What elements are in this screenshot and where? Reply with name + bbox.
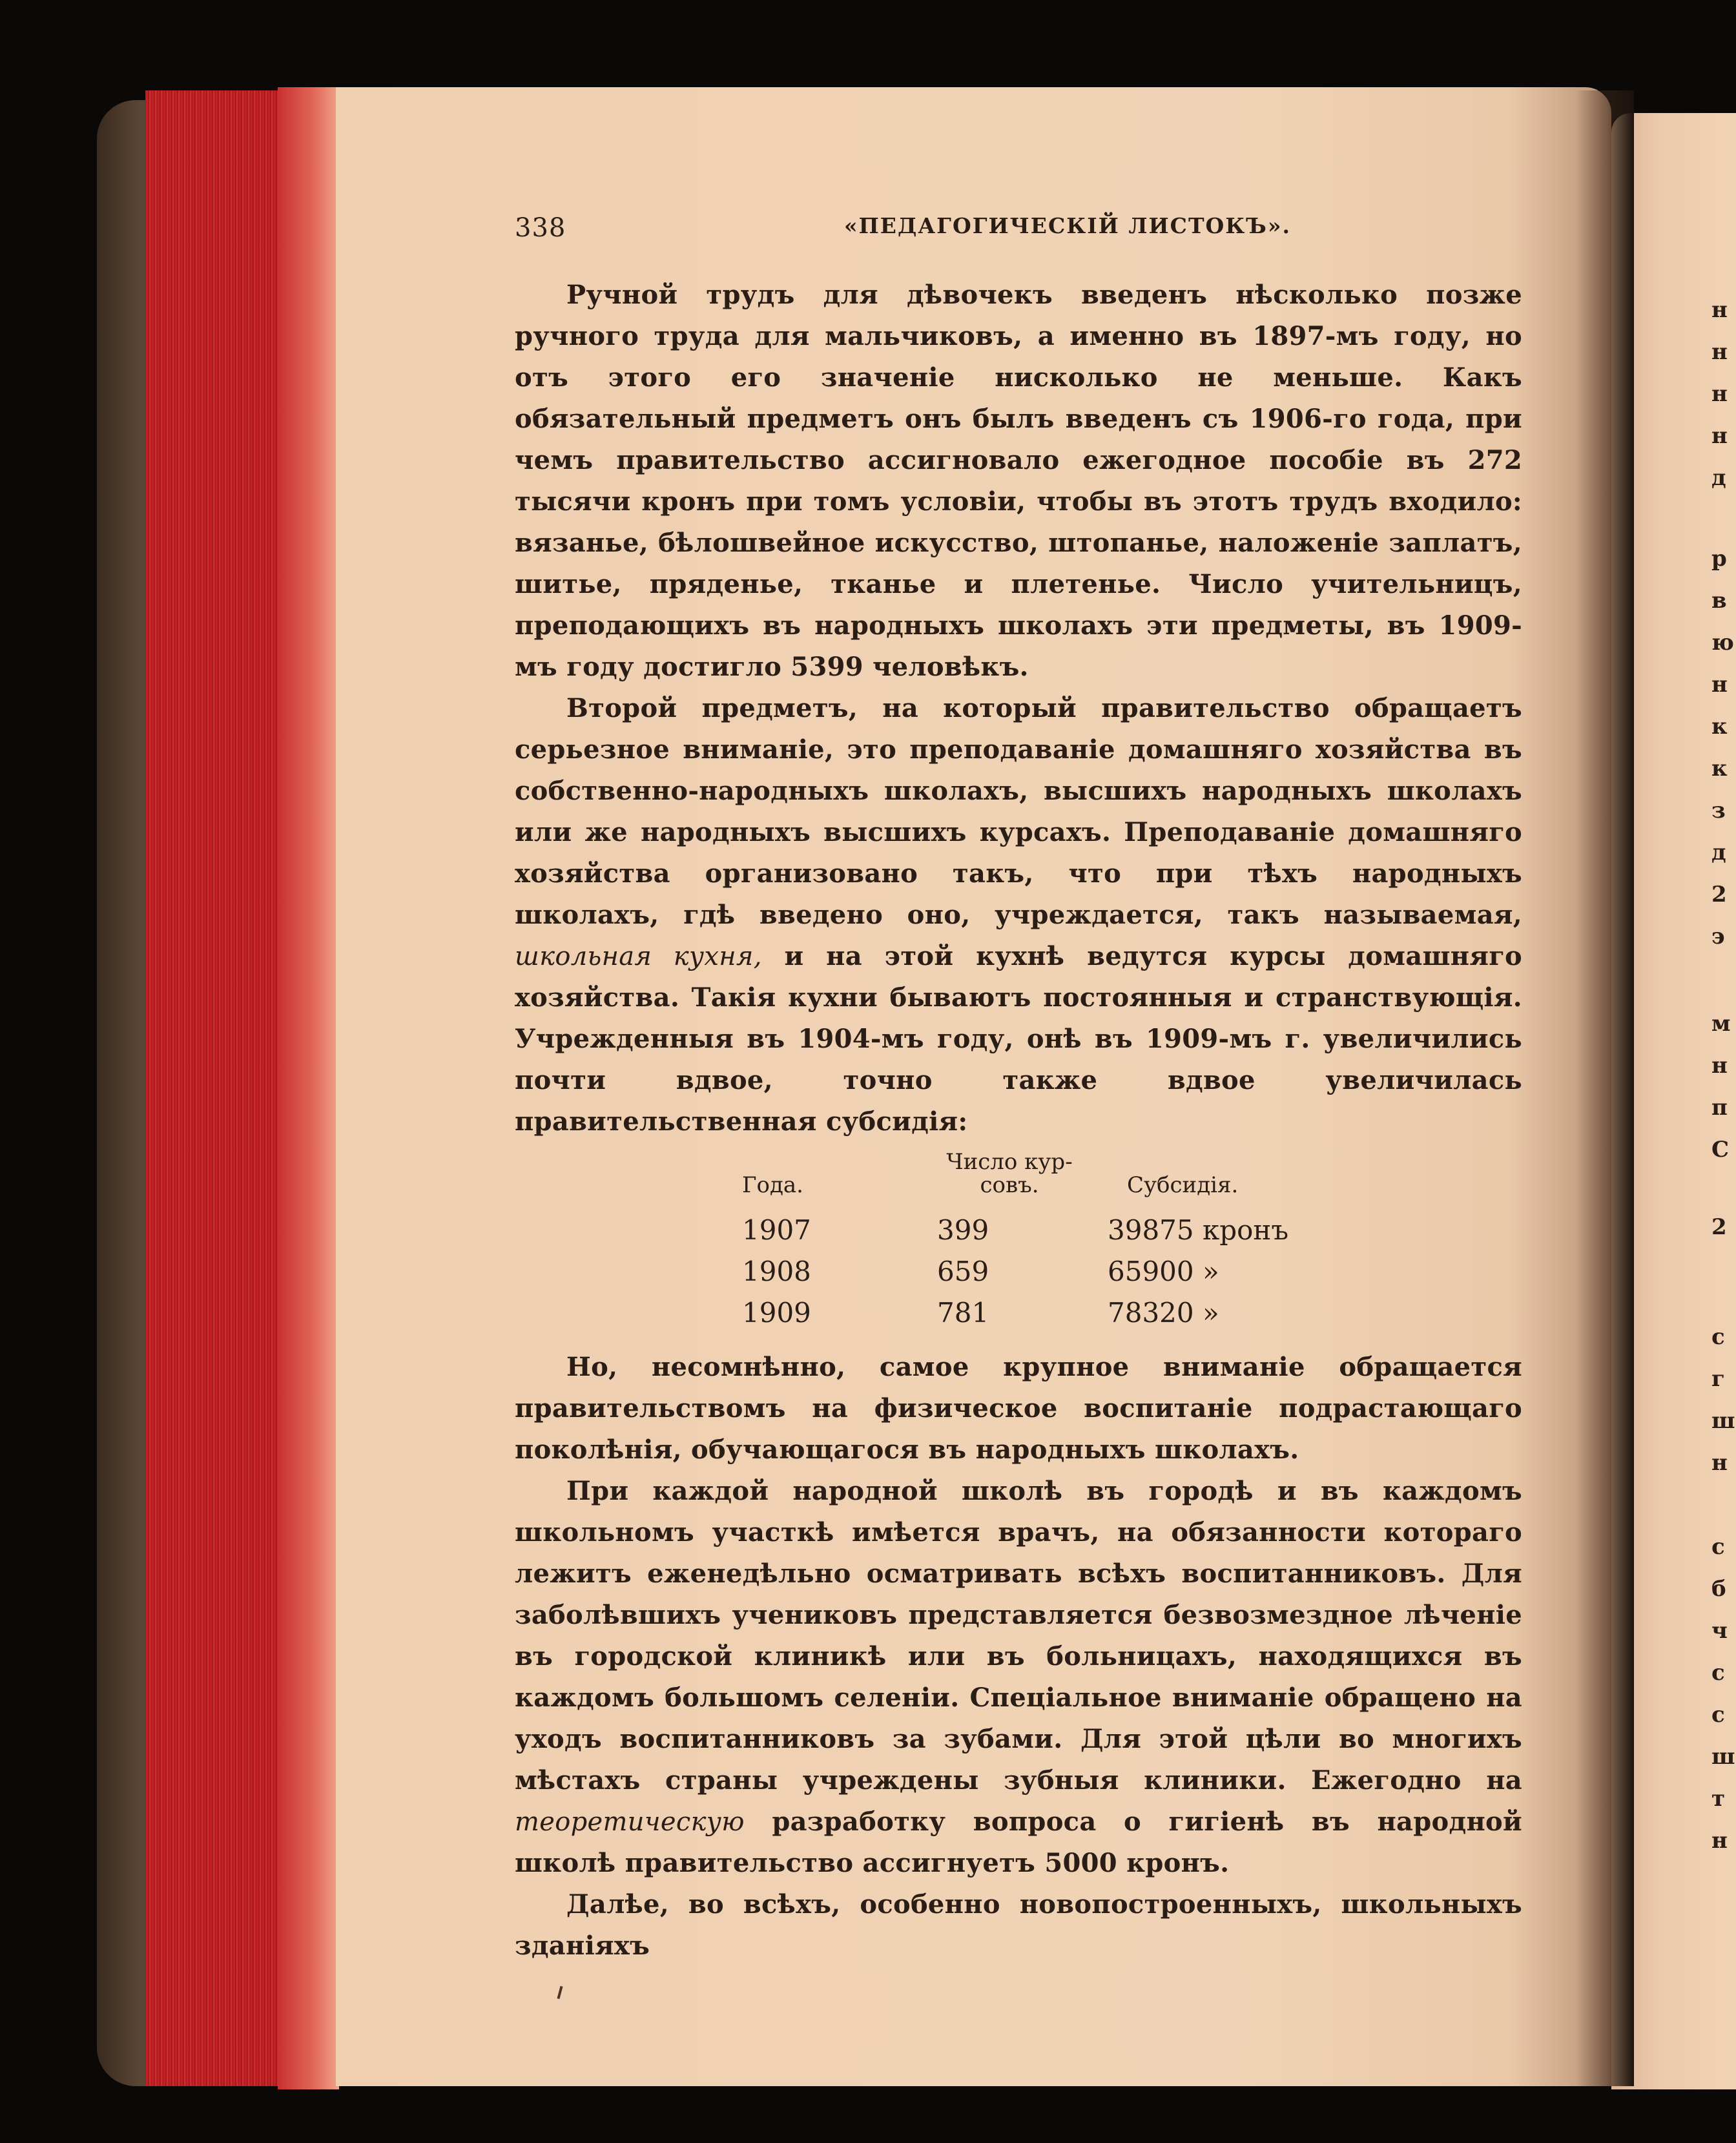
- right-page-fragment: н: [1711, 423, 1728, 449]
- paragraph-manual-labor: Ручной трудъ для дѣвочекъ введенъ нѣсколько позже ручного труда для мальчиковъ, а именно въ 1897-мъ году, но отъ этого его значенiе нисколько не меньше. Какъ обязательный предметъ онъ былъ введенъ съ 1906-го года, при чемъ правительство ассигновало ежегодное пособiе въ 272 тысячи кронъ при томъ условiи, чтобы въ этотъ трудъ входило: вязанье, бѣлошвейное искусство, штопанье, наложенiе заплатъ, шитье, пряденье, тканье и плетенье. Число учительницъ, преподающихъ въ народныхъ школахъ эти предметы, въ 1909-мъ году достигло 5399 человѣкъ.: [515, 280, 1522, 682]
- italic-word: теоретическую: [515, 1807, 745, 1837]
- right-page-fragment: м: [1711, 1011, 1731, 1037]
- paragraph-school-buildings: Далѣе, во всѣхъ, особенно новопостроенныхъ, школьныхъ зданiяхъ: [515, 1889, 1522, 1961]
- right-page-fragment: н: [1711, 339, 1728, 365]
- right-page-fragment: э: [1711, 924, 1725, 949]
- right-page-fragment: н: [1711, 672, 1728, 698]
- right-page-fragment: в: [1711, 588, 1727, 614]
- right-page-fragment: к: [1711, 714, 1728, 740]
- table-header-row: [742, 1150, 1340, 1210]
- right-page-fragment: с: [1711, 1324, 1725, 1350]
- right-page-fragment: ю: [1711, 630, 1734, 656]
- cell-subsidy: 65900 »: [1108, 1256, 1219, 1287]
- paragraph-text: При каждой народной школѣ въ городѣ и въ каждомъ школьномъ участкѣ имѣется врачъ, на обязанности котораго лежитъ еженедѣльно осматривать всѣхъ воспитанниковъ. Для заболѣвшихъ учениковъ представляется безвозмездное лѣченiе въ городской клиникѣ или въ больницахъ, находящихся въ каждомъ большомъ селенiи. Спецiальное вниманiе обращено на уходъ воспитанниковъ за зубами. Для этой цѣли во многихъ мѣстахъ страны учреждены зубныя клиники. Ежегодно на: [515, 1476, 1522, 1796]
- right-page-fragment: т: [1711, 1786, 1726, 1812]
- paragraph-text: Второй предметъ, на который правительство обращаетъ серьезное вниманiе, это преподаванiе домашняго хозяйства въ собственно-народныхъ школахъ, высшихъ народныхъ школахъ или же народныхъ высшихъ курсахъ. Преподаванiе домашняго хозяйства организовано такъ, что при тѣхъ народныхъ школахъ, гдѣ введено оно, учреждается, такъ называемая,: [515, 693, 1522, 930]
- paragraph-physical-education: Но, несомнѣнно, самое крупное вниманiе обращается правительствомъ на физическое воспитанiе подрастающаго поколѣнiя, обучающагося въ народныхъ школахъ.: [515, 1352, 1522, 1465]
- page-header: [515, 213, 1522, 252]
- right-page-fragment: г: [1711, 1366, 1725, 1392]
- right-page-fragment: н: [1711, 1828, 1728, 1854]
- right-page-fragment: 2: [1711, 882, 1727, 907]
- paragraph-home-economics: [515, 688, 1522, 1143]
- column-header-courses: [911, 1150, 1108, 1210]
- right-page-fragment: ш: [1711, 1744, 1735, 1770]
- subsidy-table: [742, 1150, 1340, 1334]
- right-page-fragment: д: [1711, 840, 1726, 865]
- page-edges-highlight: [278, 87, 339, 2089]
- right-page-fragment: н: [1711, 381, 1728, 407]
- paragraph-text: разработку вопроса о гигiенѣ въ народной школѣ правительство ассигнуетъ 5000 кронъ.: [515, 1807, 1522, 1878]
- right-page-fragment: д: [1711, 465, 1726, 491]
- right-page-fragment: б: [1711, 1576, 1726, 1602]
- running-title: «ПЕДАГОГИЧЕСКIЙ ЛИСТОКЪ».: [844, 213, 1291, 238]
- italic-phrase: школьная кухня,: [515, 942, 762, 971]
- table-row: [742, 1292, 1340, 1334]
- cell-courses: 399: [937, 1214, 989, 1246]
- column-header-year: Года.: [742, 1172, 803, 1198]
- right-page-fragment: с: [1711, 1702, 1725, 1728]
- paragraph-school-doctor: [515, 1471, 1522, 1884]
- cell-courses: 781: [937, 1297, 989, 1329]
- table-row: [742, 1251, 1340, 1292]
- table-row: [742, 1210, 1340, 1251]
- right-page-fragment: ш: [1711, 1408, 1735, 1434]
- column-header-courses-text: Число кур- совъ.: [946, 1149, 1073, 1198]
- cell-year: 1907: [742, 1214, 811, 1246]
- right-page-fragment: р: [1711, 546, 1727, 572]
- cell-year: 1909: [742, 1297, 811, 1329]
- right-page-fragment: н: [1711, 1053, 1728, 1079]
- right-page-fragment: к: [1711, 756, 1728, 782]
- cell-subsidy: 78320 »: [1108, 1297, 1219, 1329]
- right-page-fragment: ч: [1711, 1618, 1728, 1644]
- cell-year: 1908: [742, 1256, 811, 1287]
- right-page-fragment: с: [1711, 1534, 1725, 1560]
- paragraph-text: и на этой кухнѣ ведутся курсы домашняго хозяйства. Такiя кухни бываютъ постоянныя и странствующiя. Учрежденныя въ 1904-мъ году, онѣ въ 1909-мъ г. увеличились почти вдвое, точно также вдвое увеличилась правительственная субсидiя:: [515, 941, 1522, 1137]
- right-page-fragment: н: [1711, 1450, 1728, 1476]
- cell-courses: 659: [937, 1256, 989, 1287]
- body-text: [515, 274, 1522, 1967]
- page-number: 338: [515, 213, 566, 243]
- right-page-fragment: 2: [1711, 1214, 1727, 1240]
- right-page-fragment: с: [1711, 1660, 1725, 1686]
- right-page-fragment: п: [1711, 1095, 1728, 1121]
- column-header-subsidy: Субсидiя.: [1127, 1172, 1239, 1198]
- right-page-fragment: н: [1711, 297, 1728, 323]
- right-page-fragment: з: [1711, 798, 1726, 823]
- book-gutter: [1576, 90, 1634, 2086]
- right-page-fragment: С: [1711, 1137, 1730, 1163]
- cell-subsidy: 39875 кронъ: [1108, 1214, 1289, 1246]
